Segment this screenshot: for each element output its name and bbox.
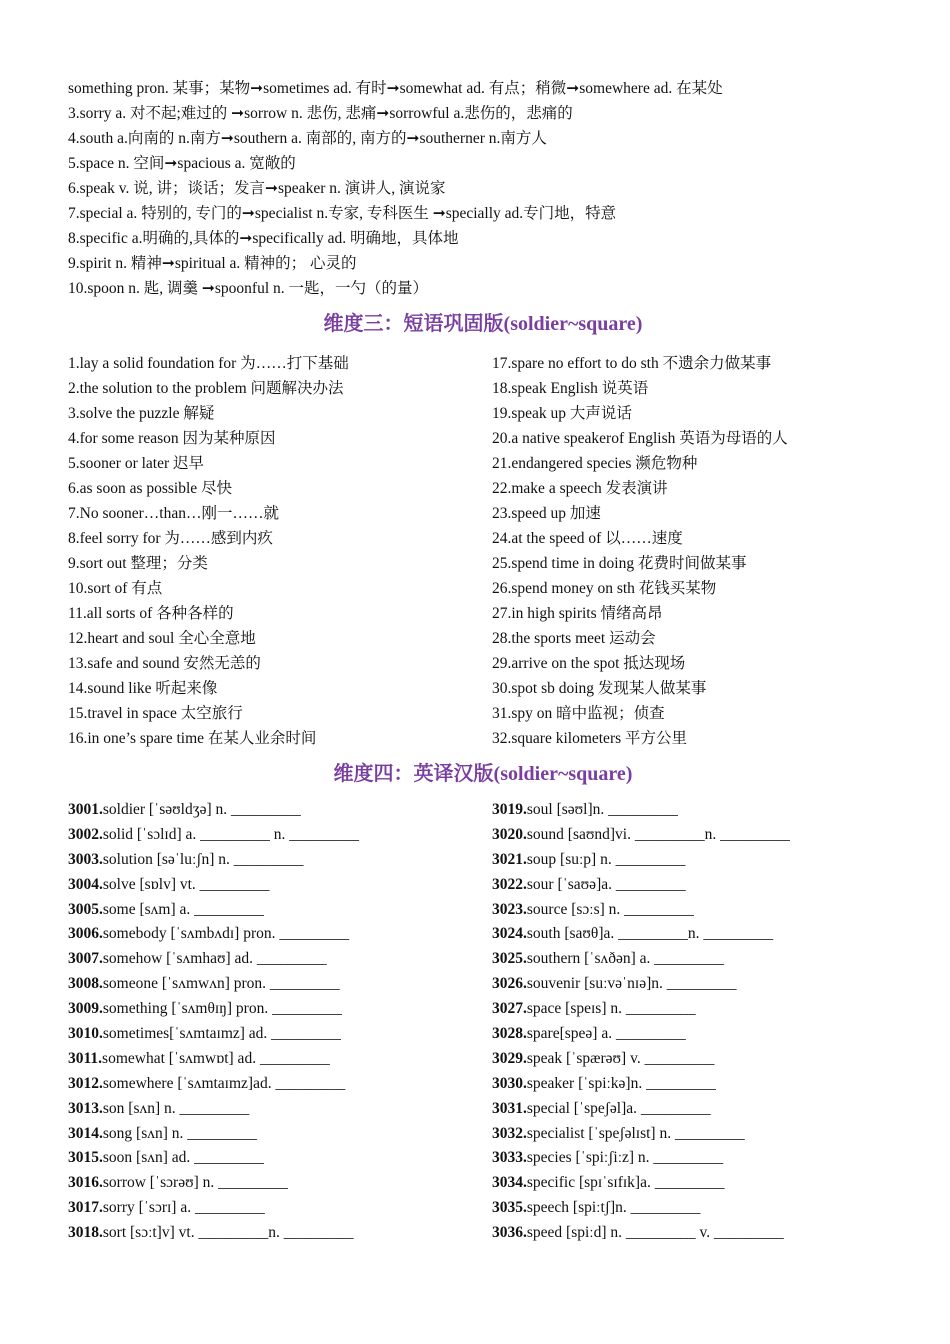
phrase-column-left — [68, 351, 492, 751]
vocab-item — [68, 997, 492, 1022]
vocab-item — [492, 972, 898, 997]
vocab-item — [68, 823, 492, 848]
derivation-line: 5.space n. 空间➞spacious a. 宽敞的 — [68, 155, 296, 172]
vocab-entry: speed [spiːd] n. _________ v. _________ — [526, 1224, 784, 1242]
phrase-item: 26.spend money on sth 花钱买某物 — [492, 580, 717, 597]
vocab-entry: somehow [ˈsʌmhaʊ] ad. _________ — [102, 950, 327, 968]
derivation-line: 6.speak v. 说, 讲；谈话；发言➞speaker n. 演讲人, 演说家 — [68, 180, 446, 197]
vocab-item — [68, 848, 492, 873]
vocab-item — [68, 1097, 492, 1122]
phrase-item: 21.endangered species 濒危物种 — [492, 455, 698, 472]
vocab-entry: special [ˈspeʃəl]a. _________ — [526, 1099, 711, 1117]
vocab-item — [68, 1022, 492, 1047]
vocab-column-left — [68, 798, 492, 1246]
vocab-number: 3015. — [68, 1149, 103, 1167]
vocab-number: 3017. — [68, 1199, 103, 1217]
vocab-number: 3026. — [492, 975, 527, 993]
vocab-entry: speaker [ˈspiːkə]n. _________ — [526, 1074, 716, 1092]
vocab-entry: specialist [ˈspeʃəlɪst] n. _________ — [526, 1124, 745, 1142]
vocab-entry: somebody [ˈsʌmbʌdɪ] pron. _________ — [102, 925, 350, 943]
vocab-columns — [68, 798, 898, 1246]
phrase-item: 25.spend time in doing 花费时间做某事 — [492, 555, 747, 572]
vocab-number: 3009. — [68, 1000, 103, 1018]
vocab-number: 3014. — [68, 1124, 103, 1142]
vocab-number: 3027. — [492, 1000, 527, 1018]
vocab-item — [68, 873, 492, 898]
vocab-item — [68, 1122, 492, 1147]
phrase-item: 29.arrive on the spot 抵达现场 — [492, 655, 686, 672]
phrase-item: 16.in one’s spare time 在某人业余时间 — [68, 730, 317, 747]
vocab-item — [492, 997, 898, 1022]
vocab-column-right — [492, 798, 898, 1246]
derivation-line: 9.spirit n. 精神➞spiritual a. 精神的； 心灵的 — [68, 255, 357, 272]
vocab-number: 3002. — [68, 825, 103, 843]
vocab-item — [492, 798, 898, 823]
phrase-item: 7.No sooner…than…刚一……就 — [68, 505, 279, 522]
phrase-item: 27.in high spirits 情绪高昂 — [492, 605, 663, 622]
vocab-item — [492, 1196, 898, 1221]
vocab-entry: sorry [ˈsɔrɪ] a. _________ — [102, 1199, 265, 1217]
vocab-entry: soup [suːp] n. _________ — [526, 850, 686, 868]
vocab-number: 3032. — [492, 1124, 527, 1142]
phrase-item: 8.feel sorry for 为……感到内疚 — [68, 530, 273, 547]
vocab-number: 3029. — [492, 1049, 527, 1067]
vocab-entry: somewhat [ˈsʌmwɒt] ad. _________ — [102, 1049, 330, 1067]
derivation-line: 3.sorry a. 对不起;难过的 ➞sorrow n. 悲伤, 悲痛➞sorrowful a.悲伤的，悲痛的 — [68, 105, 573, 122]
phrase-item: 9.sort out 整理；分类 — [68, 555, 208, 572]
vocab-entry: someone [ˈsʌmwʌn] pron. _________ — [102, 975, 340, 993]
vocab-entry: south [saʊθ]a. _________n. _________ — [526, 925, 774, 943]
vocab-item — [68, 1171, 492, 1196]
vocab-entry: sometimes[ˈsʌmtaɪmz] ad. _________ — [102, 1025, 341, 1043]
vocab-number: 3024. — [492, 925, 527, 943]
derivation-line: 7.special a. 特别的, 专门的➞specialist n.专家, 专科医生 ➞specially ad.专门地，特意 — [68, 205, 617, 222]
vocab-number: 3018. — [68, 1224, 103, 1242]
phrase-item: 2.the solution to the problem 问题解决办法 — [68, 380, 344, 397]
vocab-entry: spare[speə] a. _________ — [526, 1025, 686, 1043]
vocab-item — [492, 1122, 898, 1147]
phrase-item: 22.make a speech 发表演讲 — [492, 480, 668, 497]
vocab-entry: source [sɔːs] n. _________ — [526, 900, 694, 918]
vocab-item — [492, 1146, 898, 1171]
vocab-number: 3030. — [492, 1074, 527, 1092]
vocab-entry: sorrow [ˈsɔrəʊ] n. _________ — [102, 1174, 288, 1192]
vocab-number: 3012. — [68, 1074, 103, 1092]
vocab-entry: something [ˈsʌmθɪŋ] pron. _________ — [102, 1000, 342, 1018]
vocab-item — [68, 922, 492, 947]
derivation-line: something pron. 某事；某物➞sometimes ad. 有时➞somewhat ad. 有点；稍微➞somewhere ad. 在某处 — [68, 80, 723, 97]
vocab-number: 3036. — [492, 1224, 527, 1242]
vocab-item — [492, 947, 898, 972]
vocab-item — [492, 1022, 898, 1047]
vocab-number: 3016. — [68, 1174, 103, 1192]
vocab-entry: soon [sʌn] ad. _________ — [102, 1149, 264, 1167]
vocab-number: 3023. — [492, 900, 527, 918]
phrase-item: 15.travel in space 太空旅行 — [68, 705, 243, 722]
vocab-item — [492, 823, 898, 848]
vocab-item — [68, 1221, 492, 1246]
vocab-item — [68, 1146, 492, 1171]
phrase-item: 11.all sorts of 各种各样的 — [68, 605, 234, 622]
vocab-number: 3022. — [492, 875, 527, 893]
vocab-item — [68, 1072, 492, 1097]
vocab-number: 3010. — [68, 1025, 103, 1043]
vocab-number: 3013. — [68, 1099, 103, 1117]
document-page — [68, 76, 898, 1246]
vocab-item — [492, 1047, 898, 1072]
vocab-entry: speak [ˈspærəʊ] v. _________ — [526, 1049, 715, 1067]
vocab-entry: soul [səʊl]n. _________ — [526, 801, 678, 818]
vocab-entry: soldier [ˈsəʊldʒə] n. _________ — [102, 801, 301, 818]
phrase-item: 10.sort of 有点 — [68, 580, 163, 597]
vocab-item — [492, 922, 898, 947]
vocab-entry: space [speɪs] n. _________ — [526, 1000, 696, 1018]
phrase-item: 17.spare no effort to do sth 不遗余力做某事 — [492, 355, 772, 372]
vocab-entry: solution [səˈluːʃn] n. _________ — [102, 850, 304, 868]
vocab-item — [492, 1097, 898, 1122]
vocab-item — [492, 898, 898, 923]
phrase-item: 23.speed up 加速 — [492, 505, 601, 522]
phrase-columns — [68, 351, 898, 751]
phrase-item: 14.sound like 听起来像 — [68, 680, 218, 697]
vocab-item — [68, 947, 492, 972]
vocab-entry: solve [sɒlv] vt. _________ — [102, 875, 270, 893]
vocab-item — [492, 848, 898, 873]
vocab-number: 3033. — [492, 1149, 527, 1167]
derivation-line: 10.spoon n. 匙, 调羹 ➞spoonful n. 一匙，一勺（的量） — [68, 280, 429, 297]
vocab-entry: sour [ˈsaʊə]a. _________ — [526, 875, 686, 893]
phrase-item: 31.spy on 暗中监视；侦查 — [492, 705, 665, 722]
vocab-item — [492, 1171, 898, 1196]
derivation-line: 4.south a.向南的 n.南方➞southern a. 南部的, 南方的➞southerner n.南方人 — [68, 130, 547, 147]
vocab-number: 3031. — [492, 1099, 527, 1117]
vocab-item — [68, 898, 492, 923]
phrase-item: 12.heart and soul 全心全意地 — [68, 630, 256, 647]
phrase-item: 19.speak up 大声说话 — [492, 405, 632, 422]
vocab-number: 3021. — [492, 850, 527, 868]
phrase-item: 28.the sports meet 运动会 — [492, 630, 656, 647]
vocab-entry: song [sʌn] n. _________ — [102, 1124, 258, 1142]
vocab-number: 3004. — [68, 875, 103, 893]
vocab-entry: son [sʌn] n. _________ — [102, 1099, 250, 1117]
vocab-number: 3028. — [492, 1025, 527, 1043]
vocab-number: 3019. — [492, 801, 527, 818]
phrase-item: 20.a native speakerof English 英语为母语的人 — [492, 430, 788, 447]
vocab-entry: souvenir [suːvəˈnɪə]n. _________ — [526, 975, 737, 993]
phrase-item: 3.solve the puzzle 解疑 — [68, 405, 215, 422]
vocab-number: 3020. — [492, 825, 527, 843]
vocab-entry: some [sʌm] a. _________ — [102, 900, 264, 918]
phrase-item: 4.for some reason 因为某种原因 — [68, 430, 276, 447]
phrase-item: 13.safe and sound 安然无恙的 — [68, 655, 261, 672]
phrase-item: 6.as soon as possible 尽快 — [68, 480, 233, 497]
vocab-number: 3007. — [68, 950, 103, 968]
vocab-entry: sort [sɔːt]v] vt. _________n. _________ — [102, 1224, 354, 1242]
vocab-item — [68, 1047, 492, 1072]
phrase-item: 18.speak English 说英语 — [492, 380, 649, 397]
phrase-item: 32.square kilometers 平方公里 — [492, 730, 688, 747]
vocab-item — [68, 1196, 492, 1221]
vocab-entry: somewhere [ˈsʌmtaɪmz]ad. _________ — [102, 1074, 346, 1092]
derivation-list — [68, 76, 898, 301]
vocab-entry: specific [spɪˈsɪfɪk]a. _________ — [526, 1174, 725, 1192]
phrase-item: 24.at the speed of 以……速度 — [492, 530, 683, 547]
phrase-column-right — [492, 351, 898, 751]
vocab-item — [492, 1072, 898, 1097]
vocab-number: 3011. — [68, 1049, 103, 1067]
vocab-entry: species [ˈspiːʃiːz] n. _________ — [526, 1149, 724, 1167]
vocab-entry: solid [ˈsɔlɪd] a. _________ n. _________ — [102, 825, 360, 843]
vocab-number: 3001. — [68, 801, 103, 818]
vocab-number: 3003. — [68, 850, 103, 868]
derivation-line: 8.specific a.明确的,具体的➞specifically ad. 明确地，具体地 — [68, 230, 459, 247]
vocab-item — [68, 972, 492, 997]
vocab-item — [492, 873, 898, 898]
vocab-number: 3008. — [68, 975, 103, 993]
section-title-translation: 维度四：英译汉版(soldier~square) — [333, 763, 633, 785]
phrase-item: 30.spot sb doing 发现某人做某事 — [492, 680, 707, 697]
vocab-number: 3025. — [492, 950, 527, 968]
vocab-entry: speech [spiːtʃ]n. _________ — [526, 1199, 701, 1217]
vocab-item — [492, 1221, 898, 1246]
vocab-item — [68, 798, 492, 823]
vocab-entry: sound [saʊnd]vi. _________n. _________ — [526, 825, 790, 843]
vocab-number: 3005. — [68, 900, 103, 918]
vocab-number: 3034. — [492, 1174, 527, 1192]
vocab-number: 3035. — [492, 1199, 527, 1217]
phrase-item: 1.lay a solid foundation for 为……打下基础 — [68, 355, 349, 372]
vocab-entry: southern [ˈsʌðən] a. _________ — [526, 950, 725, 968]
vocab-number: 3006. — [68, 925, 103, 943]
section-title-phrases: 维度三：短语巩固版(soldier~square) — [323, 313, 643, 335]
phrase-item: 5.sooner or later 迟早 — [68, 455, 205, 472]
